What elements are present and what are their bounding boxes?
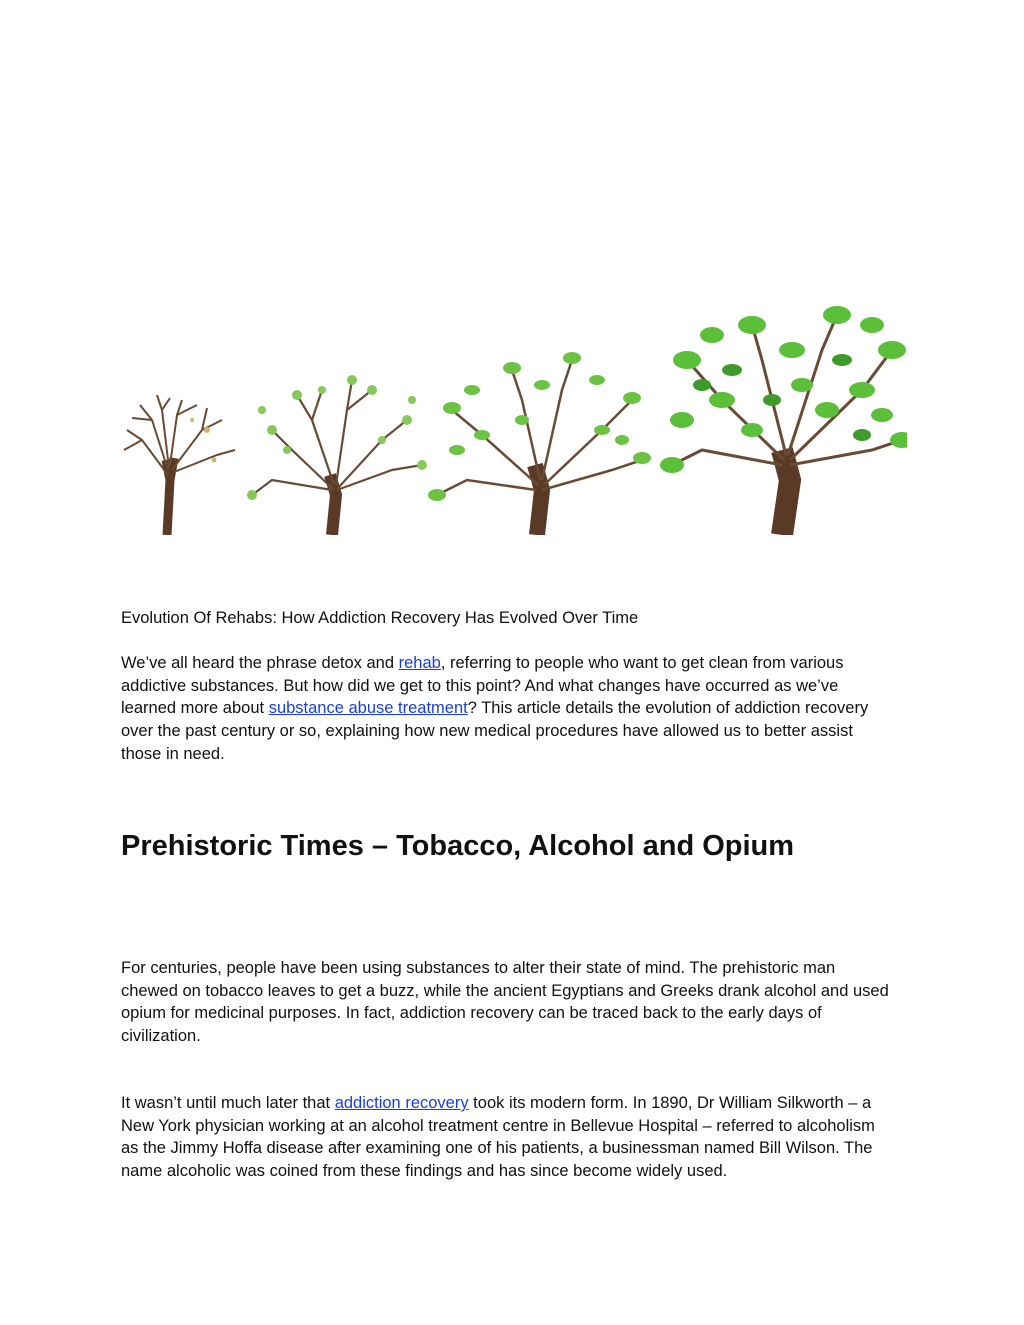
history-paragraph: For centuries, people have been using substances to alter their state of mind. The prehistoric man chewed on tobacco leaves to get a buzz, while the ancient Egyptians and Greeks drank alcohol and used opium for medicinal purposes. In fact, addiction recovery can be traced back to the early days of civilization. [121, 959, 889, 1046]
trees-growth-icon [122, 290, 907, 535]
intro-paragraph [121, 652, 896, 766]
leafy-tree [428, 352, 651, 535]
section-heading: Prehistoric Times – Tobacco, Alcohol and Opium [121, 830, 795, 862]
sparse-tree [247, 375, 427, 535]
hero-image [122, 290, 907, 535]
modern-recovery-paragraph [121, 1092, 896, 1183]
intro-text-3: ? This article details the evolution of addiction recovery over the past century or so, explaining how new medical procedures have allowed us to better assist those in need. [121, 699, 869, 763]
modern-text-2: took its modern form. In 1890, Dr William Silkworth – a New York physician working at an alcohol treatment centre in Bellevue Hospital – referred to alcoholism as the Jimmy Hoffa disease after examining one of his patients, a businessman named Bill Wilson. The name alcoholic was coined from these findings and has since become widely used. [121, 1094, 875, 1181]
rehab-link[interactable]: rehab [398, 654, 441, 672]
bare-tree [124, 395, 235, 535]
intro-text-1: We’ve all heard the phrase detox and [121, 654, 399, 672]
modern-text-1: It wasn’t until much later that [121, 1094, 335, 1112]
substance-abuse-treatment-link[interactable]: substance abuse treatment [268, 699, 468, 718]
article-title: Evolution Of Rehabs: How Addiction Recovery Has Evolved Over Time [121, 609, 639, 627]
intro-text-2: , referring to people who want to get clean from various addictive substances. But how did we get to this point? And what changes have occurred as we’ve learned more about [121, 654, 844, 718]
addiction-recovery-link[interactable]: addiction recovery [334, 1094, 469, 1112]
full-tree [660, 306, 907, 535]
